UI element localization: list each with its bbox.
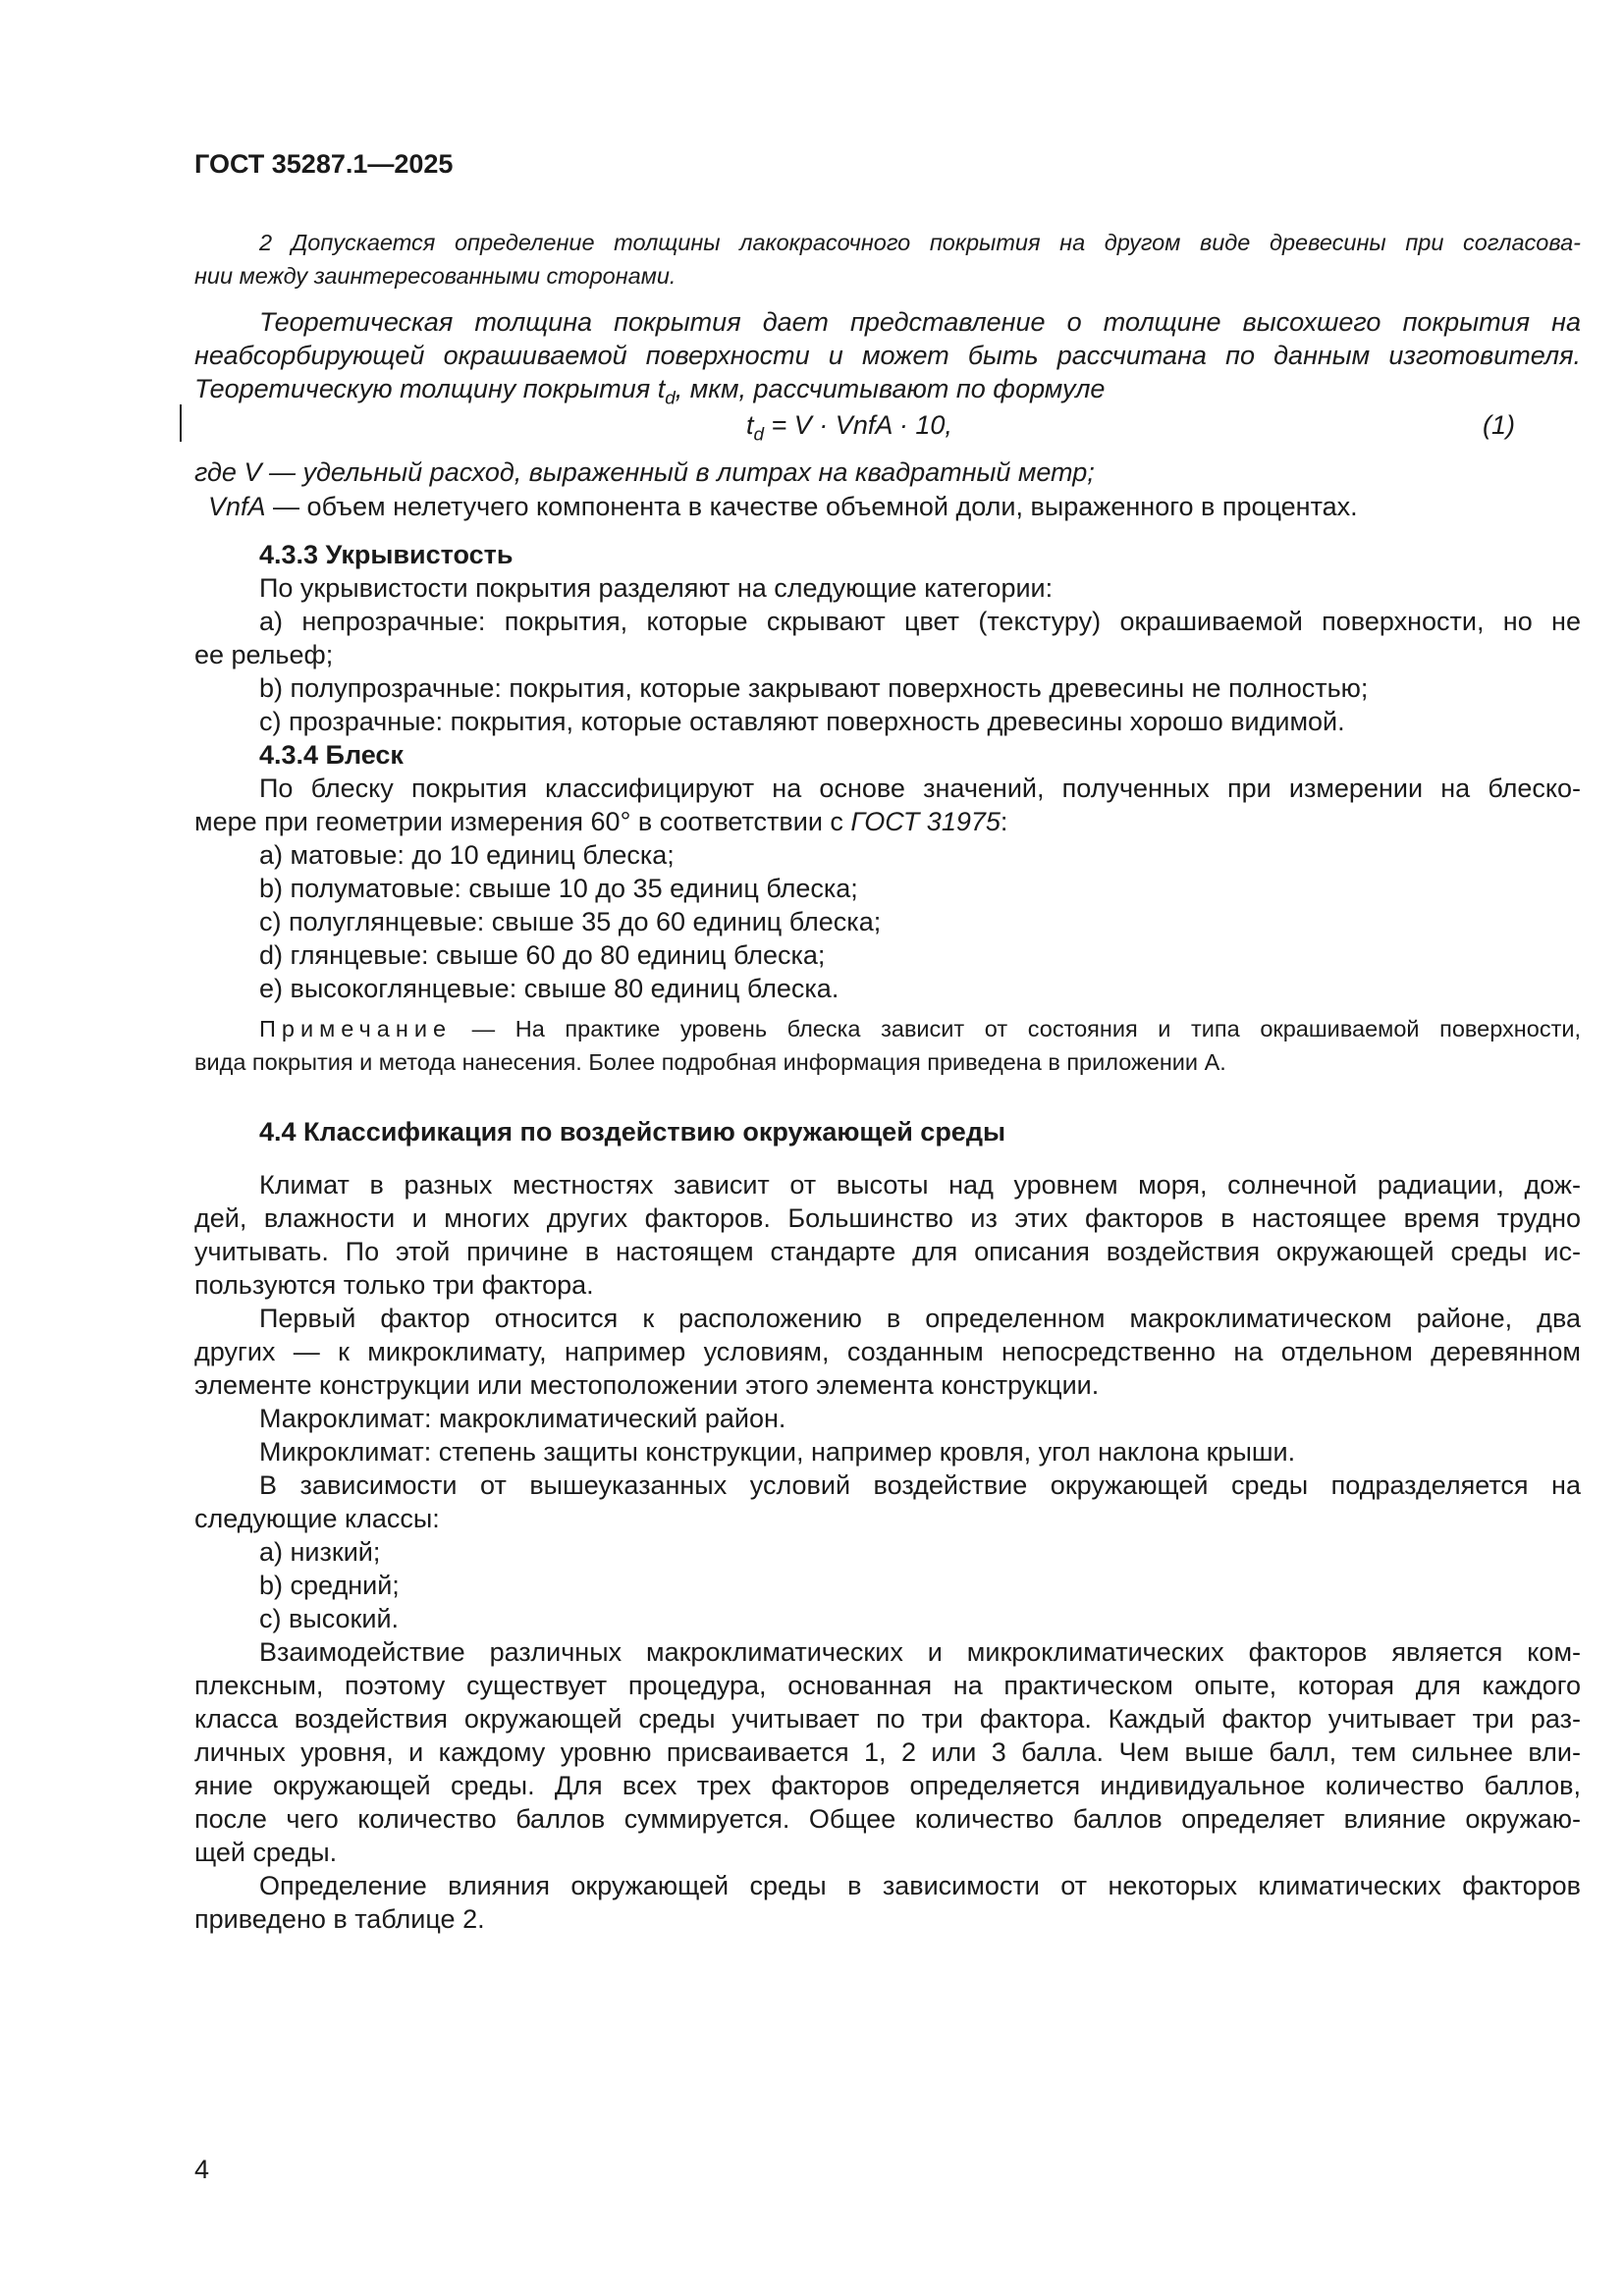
formula: $t_d = V$ · VnfA · 10, [746, 410, 952, 446]
s433-item-a-cont: ее рельеф; [194, 640, 334, 669]
section-4-3-3-body [194, 571, 1581, 738]
s44-p1-line-2: дей, влажности и многих других факторов. Большинство из этих факторов в настоящее время трудно [194, 1203, 1581, 1233]
s44-p2-line-2: других — к микроклимату, например условиям, созданным непосредственно на отдельном деревянном [194, 1337, 1581, 1366]
gloss-note [194, 1012, 1581, 1079]
s434-intro-line-2: мере при геометрии измерения 60° в соответствии с ГОСТ 31975: [194, 807, 1008, 836]
note-2-line-1: 2 Допускается определение толщины лакокрасочного покрытия на другом виде древесины при согласова- [259, 230, 1581, 255]
gloss-item-d: d) глянцевые: свыше 60 до 80 единиц блеска; [259, 940, 826, 970]
section-4-4-body [194, 1168, 1581, 1936]
s44-p5-line-1: Определение влияния окружающей среды в зависимости от некоторых климатических факторов [259, 1871, 1581, 1900]
class-item-c: c) высокий. [259, 1604, 400, 1633]
s44-macroclimate: Макроклимат: макроклиматический район. [259, 1404, 786, 1433]
s44-p1-line-4: пользуются только три фактора. [194, 1270, 594, 1300]
s44-p4-line-5: яние окружающей среды. Для всех трех факторов определяется индивидуальное количество баллов, [194, 1771, 1581, 1800]
gloss-item-c: c) полуглянцевые: свыше 35 до 60 единиц блеска; [259, 907, 882, 936]
s44-p4-line-4: личных уровня, и каждому уровню присваивается 1, 2 или 3 балла. Чем выше балл, тем сильнее вли- [194, 1737, 1581, 1767]
gloss-note-line-1: Примечание — На практике уровень блеска зависит от состояния и типа окрашиваемой поверхности, [259, 1016, 1581, 1041]
section-4-3-4-heading: 4.3.4 Блеск [259, 740, 404, 770]
s433-intro: По укрывистости покрытия разделяют на следующие категории: [259, 573, 1054, 603]
s433-item-a: а) непрозрачные: покрытия, которые скрывают цвет (текстуру) окрашиваемой поверхности, но не [259, 607, 1581, 636]
gloss-item-b: b) полуматовые: свыше 10 до 35 единиц блеска; [259, 874, 858, 903]
s44-p1-line-1: Климат в разных местностях зависит от высоты над уровнем моря, солнечной радиации, дож- [259, 1170, 1581, 1200]
s44-p1-line-3: учитывать. По этой причине в настоящем стандарте для описания воздействия окружающей среды ис- [194, 1237, 1581, 1266]
s44-p2-line-1: Первый фактор относится к расположению в определенном макроклиматическом районе, два [259, 1304, 1581, 1333]
where-line-1: где V — удельный расход, выраженный в литрах на квадратный метр; [194, 457, 1095, 487]
s434-intro-line-1: По блеску покрытия классифицируют на основе значений, полученных при измерении на блеско- [259, 774, 1581, 803]
class-item-a: а) низкий; [259, 1537, 381, 1567]
s44-p5-line-2: приведено в таблице 2. [194, 1904, 485, 1934]
section-4-4-heading: 4.4 Классификация по воздействию окружающей среды [259, 1117, 1006, 1147]
section-4-3-4-body [194, 772, 1581, 1005]
note-label: Примечание [259, 1016, 453, 1041]
s44-microclimate: Микроклимат: степень защиты конструкции, например кровля, угол наклона крыши. [259, 1437, 1296, 1467]
s44-p4-line-6: после чего количество баллов суммируется. Общее количество баллов определяет влияние окружаю- [194, 1804, 1581, 1834]
s44-p4-line-7: щей среды. [194, 1838, 338, 1867]
s44-p4-line-2: плексным, поэтому существует процедура, основанная на практическом опыте, которая для каждого [194, 1671, 1581, 1700]
s44-p4-line-1: Взаимодействие различных макроклиматических и микроклиматических факторов является ком- [259, 1637, 1581, 1667]
s433-item-c: c) прозрачные: покрытия, которые оставляют поверхность древесины хорошо видимой. [259, 707, 1345, 736]
note-2 [194, 226, 1581, 293]
s44-p2-line-3: элементе конструкции или местоположении этого элемента конструкции. [194, 1370, 1100, 1400]
section-4-3-3-heading: 4.3.3 Укрывистость [259, 540, 514, 569]
note-2-line-2: нии между заинтересованными сторонами. [194, 263, 677, 289]
class-item-b: b) средний; [259, 1571, 400, 1600]
theory-paragraph [194, 305, 1581, 409]
theory-line-1: Теоретическая толщина покрытия дает представление о толщине высохшего покрытия на [259, 307, 1581, 337]
s44-p3-line-1: В зависимости от вышеуказанных условий воздействие окружающей среды подразделяется на [259, 1470, 1581, 1500]
document-header: ГОСТ 35287.1—2025 [194, 149, 454, 179]
gloss-item-a: а) матовые: до 10 единиц блеска; [259, 840, 675, 870]
page-number: 4 [194, 2155, 210, 2184]
formula-number: (1) [1483, 410, 1515, 440]
gloss-note-line-2: вида покрытия и метода нанесения. Более подробная информация приведена в приложении А. [194, 1049, 1226, 1075]
s433-item-b: b) полупрозрачные: покрытия, которые закрывают поверхность древесины не полностью; [259, 673, 1369, 703]
s44-p3-line-2: следующие классы: [194, 1504, 440, 1533]
where-line-2: VnfA — объем нелетучего компонента в качестве объемной доли, выраженного в процентах. [208, 492, 1358, 521]
theory-line-3: Теоретическую толщину покрытия $t_d$, мкм, рассчитывают по формуле [194, 374, 1106, 409]
gloss-item-e: e) высокоглянцевые: свыше 80 единиц блеска. [259, 974, 839, 1003]
theory-line-2: неабсорбирующей окрашиваемой поверхности и может быть рассчитана по данным изготовителя. [194, 341, 1581, 370]
change-bar [180, 404, 182, 442]
s44-p4-line-3: класса воздействия окружающей среды учитывает по три фактора. Каждый фактор учитывает три раз- [194, 1704, 1581, 1734]
